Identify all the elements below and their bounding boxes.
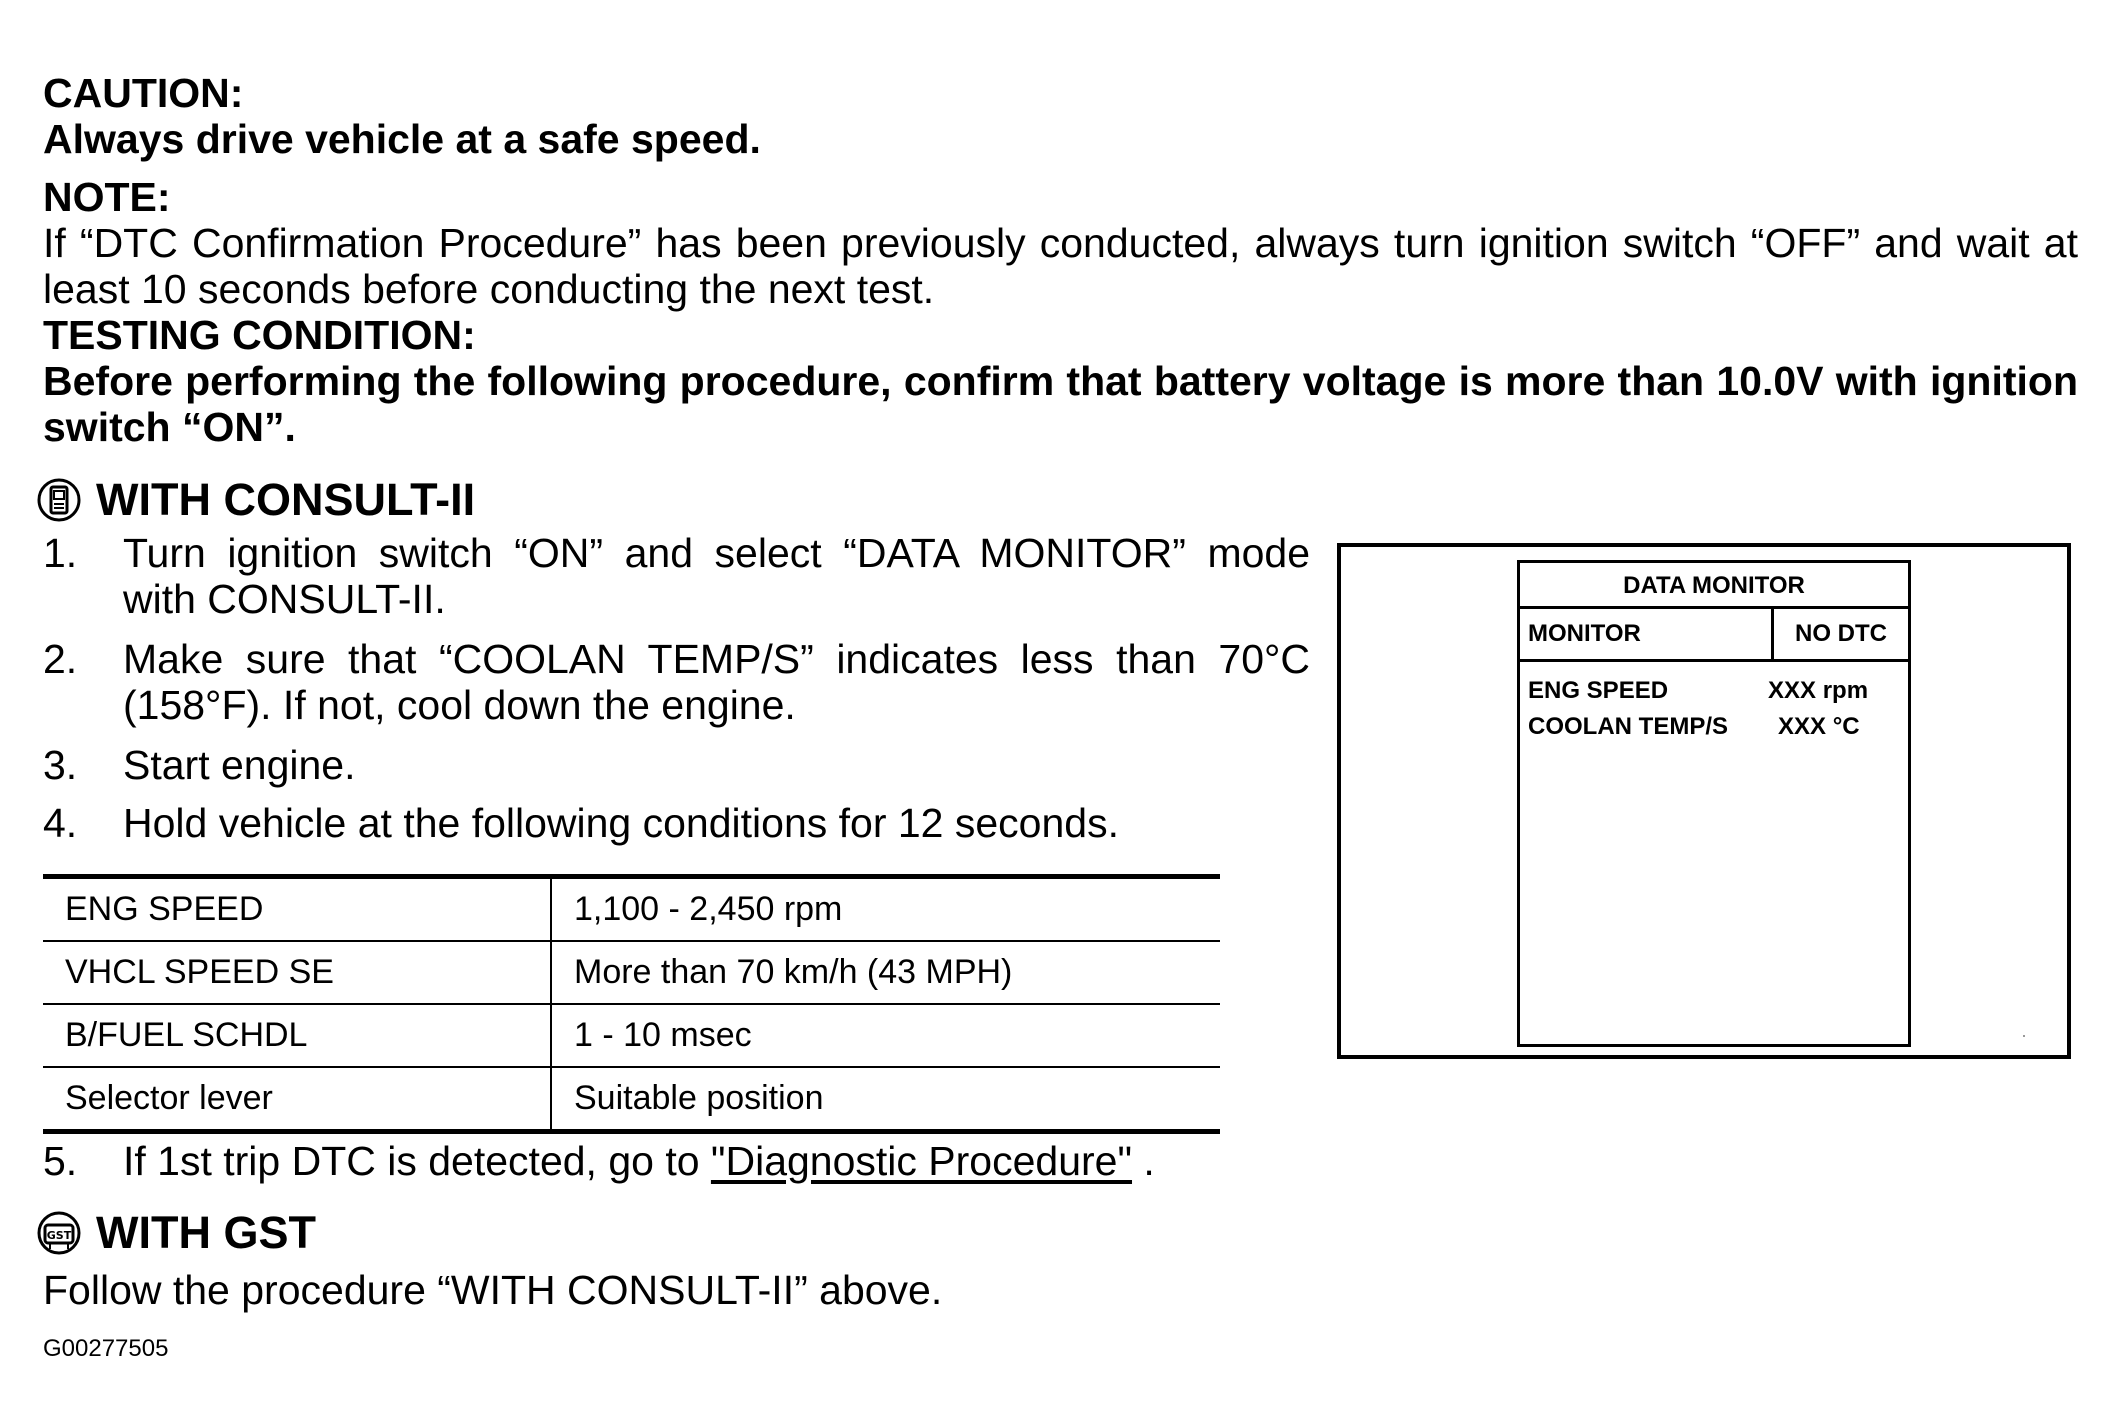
monitor-column-label: MONITOR [1520, 609, 1774, 659]
step-1 [43, 530, 1310, 622]
step-5 [43, 1138, 1310, 1184]
step-number: 5. [43, 1138, 78, 1184]
monitor-item-label: ENG SPEED [1528, 677, 1669, 704]
monitor-item-label: COOLAN TEMP/S [1528, 713, 1729, 740]
table-row [43, 1004, 1220, 1067]
table-row [43, 941, 1220, 1004]
data-monitor-figure [1337, 543, 2071, 1059]
note-heading: NOTE: [43, 174, 171, 220]
step-2 [43, 636, 1310, 728]
condition-item: VHCL SPEED SE [43, 941, 551, 1004]
step-number: 2. [43, 636, 78, 682]
data-monitor-screen [1517, 560, 1911, 1047]
step-3 [43, 742, 1310, 788]
caution-text: Always drive vehicle at a safe speed. [43, 116, 761, 162]
step-number: 3. [43, 742, 78, 788]
consult-section-heading [36, 472, 475, 528]
step-number: 1. [43, 530, 78, 576]
svg-text:GST: GST [46, 1229, 72, 1242]
monitor-row-coolan-temp [1528, 712, 1898, 742]
monitor-item-value: XXX rpm [1768, 677, 1869, 704]
condition-item: Selector lever [43, 1067, 551, 1132]
caution-heading: CAUTION: [43, 70, 244, 116]
step-text: Hold vehicle at the following conditions for 12 seconds. [123, 800, 1119, 846]
gst-tool-icon [36, 1210, 82, 1256]
conditions-table [43, 874, 1220, 1134]
step-number: 4. [43, 800, 78, 846]
diagnostic-procedure-link[interactable]: "Diagnostic Procedure" [710, 1138, 1133, 1184]
monitor-row-eng-speed [1528, 676, 1898, 706]
figure-mark [2023, 1035, 2025, 1037]
note-text: If “DTC Confirmation Procedure” has been previously conducted, always turn ignition switch “OFF” and wait at least 10 seconds before conducting the next test. [43, 220, 2078, 312]
gst-text: Follow the procedure “WITH CONSULT-II” above. [43, 1267, 943, 1313]
gst-section-heading [36, 1205, 316, 1261]
condition-item: ENG SPEED [43, 877, 551, 942]
testing-condition-heading: TESTING CONDITION: [43, 312, 476, 358]
gst-heading-text: WITH GST [96, 1207, 316, 1258]
condition-value: 1,100 - 2,450 rpm [551, 877, 1220, 942]
step-text: Turn ignition switch “ON” and select “DATA MONITOR” mode with CONSULT-II. [123, 530, 1310, 622]
testing-condition-text: Before performing the following procedure, confirm that battery voltage is more than 10.0V with ignition switch “ON”. [43, 358, 2078, 450]
figure-code: G00277505 [43, 1335, 169, 1362]
step-text [123, 1138, 1310, 1184]
step-4 [43, 800, 1310, 846]
consult-tool-icon [36, 477, 82, 523]
table-row [43, 877, 1220, 942]
table-row [43, 1067, 1220, 1132]
condition-value: Suitable position [551, 1067, 1220, 1132]
condition-value: 1 - 10 msec [551, 1004, 1220, 1067]
condition-value: More than 70 km/h (43 MPH) [551, 941, 1220, 1004]
data-monitor-header [1520, 609, 1908, 662]
step-5-trailing: . [1132, 1138, 1155, 1184]
step-text: Make sure that “COOLAN TEMP/S” indicates less than 70°C (158°F). If not, cool down the engine. [123, 636, 1310, 728]
data-monitor-title: DATA MONITOR [1520, 563, 1908, 609]
no-dtc-status: NO DTC [1795, 620, 1887, 647]
condition-item: B/FUEL SCHDL [43, 1004, 551, 1067]
monitor-item-value: XXX °C [1778, 713, 1860, 740]
consult-heading-text: WITH CONSULT-II [96, 474, 476, 525]
step-text: Start engine. [123, 742, 356, 788]
step-5-text: If 1st trip DTC is detected, go to [123, 1138, 711, 1184]
